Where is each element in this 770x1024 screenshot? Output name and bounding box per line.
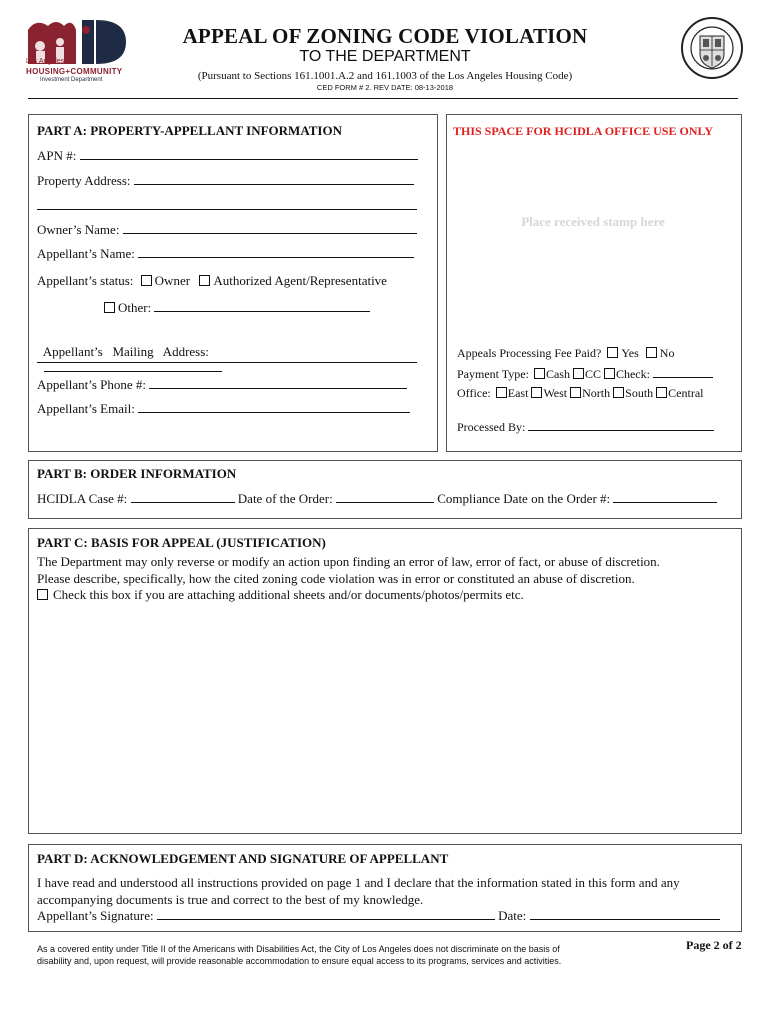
phone-row bbox=[37, 377, 407, 393]
logo-text-3: Investment Department bbox=[40, 77, 103, 83]
page-number: Page 2 of 2 bbox=[686, 938, 742, 952]
logo-text-2: HOUSING+COMMUNITY bbox=[26, 67, 123, 76]
appellant-status-row bbox=[37, 273, 387, 289]
apn-label: APN #: bbox=[37, 148, 77, 163]
email-field[interactable] bbox=[138, 402, 410, 413]
order-date-field[interactable] bbox=[336, 492, 434, 503]
part-d-line-2: accompanying documents is true and correct to the best of my knowledge. bbox=[37, 891, 424, 907]
part-a-heading: PART A: PROPERTY-APPELLANT INFORMATION bbox=[37, 123, 342, 138]
office-west-label: West bbox=[543, 386, 568, 400]
office-east-checkbox[interactable] bbox=[496, 387, 507, 398]
ada-notice bbox=[37, 943, 677, 967]
processed-by-label: Processed By: bbox=[457, 420, 526, 434]
signature-field[interactable] bbox=[157, 909, 495, 920]
office-west-checkbox[interactable] bbox=[531, 387, 542, 398]
signature-label: Appellant’s Signature: bbox=[37, 908, 154, 923]
pay-check-checkbox[interactable] bbox=[604, 368, 615, 379]
status-other-checkbox[interactable] bbox=[104, 302, 115, 313]
form-title: APPEAL OF ZONING CODE VIOLATION bbox=[182, 24, 588, 48]
attach-sheets-label: Check this box if you are attaching additional sheets and/or documents/photos/permits etc. bbox=[53, 587, 524, 602]
status-other-row bbox=[104, 300, 370, 316]
status-owner-checkbox[interactable] bbox=[141, 275, 152, 286]
office-south-checkbox[interactable] bbox=[613, 387, 624, 398]
payment-type-row bbox=[457, 367, 713, 382]
check-number-field[interactable] bbox=[653, 367, 713, 378]
email-row bbox=[37, 401, 410, 417]
fee-paid-row bbox=[457, 346, 674, 361]
pay-check-label: Check: bbox=[615, 367, 650, 381]
mailing-address-field-2[interactable] bbox=[37, 352, 417, 363]
pay-cc-checkbox[interactable] bbox=[573, 368, 584, 379]
date-label: Date: bbox=[498, 908, 527, 923]
part-b-heading: PART B: ORDER INFORMATION bbox=[37, 466, 237, 481]
processed-by-row bbox=[457, 420, 714, 435]
appellants-name-row bbox=[37, 246, 414, 262]
ada-line-2: disability and, upon request, will provide reasonable accommodation to ensure equal access to its programs, services and activities. bbox=[37, 956, 562, 966]
office-south-label: South bbox=[625, 386, 654, 400]
office-use-section bbox=[446, 114, 742, 452]
justification-textarea[interactable] bbox=[34, 608, 734, 826]
office-label: Office: bbox=[457, 386, 491, 400]
compliance-date-label: Compliance Date on the Order #: bbox=[437, 491, 611, 506]
status-agent-label: Authorized Agent/Representative bbox=[213, 273, 387, 288]
fee-paid-label: Appeals Processing Fee Paid? bbox=[457, 346, 602, 360]
appellant-status-label: Appellant’s status: bbox=[37, 273, 134, 288]
mailing-address-label: Appellant’s Mailing Address: bbox=[42, 344, 209, 359]
part-d-text bbox=[37, 875, 737, 925]
phone-field[interactable] bbox=[149, 378, 407, 389]
owners-name-row bbox=[37, 222, 417, 238]
signature-row bbox=[37, 908, 737, 925]
property-address-label: Property Address: bbox=[37, 173, 131, 188]
fee-yes-label: Yes bbox=[621, 346, 639, 360]
attach-sheets-checkbox[interactable] bbox=[37, 589, 48, 600]
order-date-label: Date of the Order: bbox=[237, 491, 333, 506]
processed-by-field[interactable] bbox=[528, 420, 714, 431]
order-info-row bbox=[37, 491, 717, 507]
header-divider bbox=[28, 98, 738, 99]
part-c-line-1: The Department may only reverse or modify an action upon finding an error of law, error of fact, or abuse of discretion. bbox=[37, 554, 660, 569]
stamp-hint: Place received stamp here bbox=[521, 214, 665, 229]
office-central-checkbox[interactable] bbox=[656, 387, 667, 398]
office-central-label: Central bbox=[668, 386, 704, 400]
logo-text-1: Los Angeles bbox=[26, 58, 65, 65]
part-c-heading: PART C: BASIS FOR APPEAL (JUSTIFICATION) bbox=[37, 535, 326, 550]
pay-cc-label: CC bbox=[584, 367, 601, 381]
part-d-line-1: I have read and understood all instructions provided on page 1 and I declare that the information stated in this form and any bbox=[37, 875, 680, 890]
office-north-label: North bbox=[582, 386, 611, 400]
form-rev: CED FORM # 2. REV DATE: 08-13-2018 bbox=[316, 83, 454, 92]
property-address-row bbox=[37, 173, 414, 189]
property-address-field-2[interactable] bbox=[37, 199, 417, 210]
fee-no-label: No bbox=[659, 346, 675, 360]
status-other-label: Other: bbox=[118, 300, 152, 315]
office-row bbox=[457, 386, 703, 401]
owners-name-field[interactable] bbox=[123, 223, 417, 234]
status-owner-label: Owner bbox=[154, 273, 191, 288]
email-label: Appellant’s Email: bbox=[37, 401, 135, 416]
ada-line-1: As a covered entity under Title II of the Americans with Disabilities Act, the City of Los Angeles does not discriminate on the basis of bbox=[37, 944, 560, 954]
part-d-heading: PART D: ACKNOWLEDGEMENT AND SIGNATURE OF APPELLANT bbox=[37, 851, 449, 866]
pursuant-note: (Pursuant to Sections 161.1001.A.2 and 161.1003 of the Los Angeles Housing Code) bbox=[197, 70, 573, 82]
appellants-name-label: Appellant’s Name: bbox=[37, 246, 135, 261]
fee-yes-checkbox[interactable] bbox=[607, 347, 618, 358]
phone-label: Appellant’s Phone #: bbox=[37, 377, 147, 392]
property-address-field[interactable] bbox=[134, 174, 414, 185]
case-label: HCIDLA Case #: bbox=[37, 491, 128, 506]
payment-type-label: Payment Type: bbox=[457, 367, 529, 381]
office-north-checkbox[interactable] bbox=[570, 387, 581, 398]
status-other-field[interactable] bbox=[154, 301, 370, 312]
office-east-label: East bbox=[507, 386, 529, 400]
fee-no-checkbox[interactable] bbox=[646, 347, 657, 358]
owners-name-label: Owner’s Name: bbox=[37, 222, 120, 237]
date-field[interactable] bbox=[530, 909, 720, 920]
status-agent-checkbox[interactable] bbox=[199, 275, 210, 286]
form-subtitle: TO THE DEPARTMENT bbox=[299, 48, 471, 65]
part-c-attach-row bbox=[37, 587, 737, 604]
part-c-text bbox=[37, 554, 737, 604]
appellants-name-field[interactable] bbox=[138, 247, 414, 258]
case-field[interactable] bbox=[131, 492, 235, 503]
pay-cash-label: Cash bbox=[545, 367, 570, 381]
apn-field[interactable] bbox=[80, 149, 418, 160]
pay-cash-checkbox[interactable] bbox=[534, 368, 545, 379]
office-use-heading: THIS SPACE FOR HCIDLA OFFICE USE ONLY bbox=[453, 124, 714, 138]
compliance-date-field[interactable] bbox=[613, 492, 717, 503]
apn-row bbox=[37, 148, 418, 164]
part-c-line-2: Please describe, specifically, how the cited zoning code violation was in error or constituted an abuse of discretion. bbox=[37, 570, 635, 586]
